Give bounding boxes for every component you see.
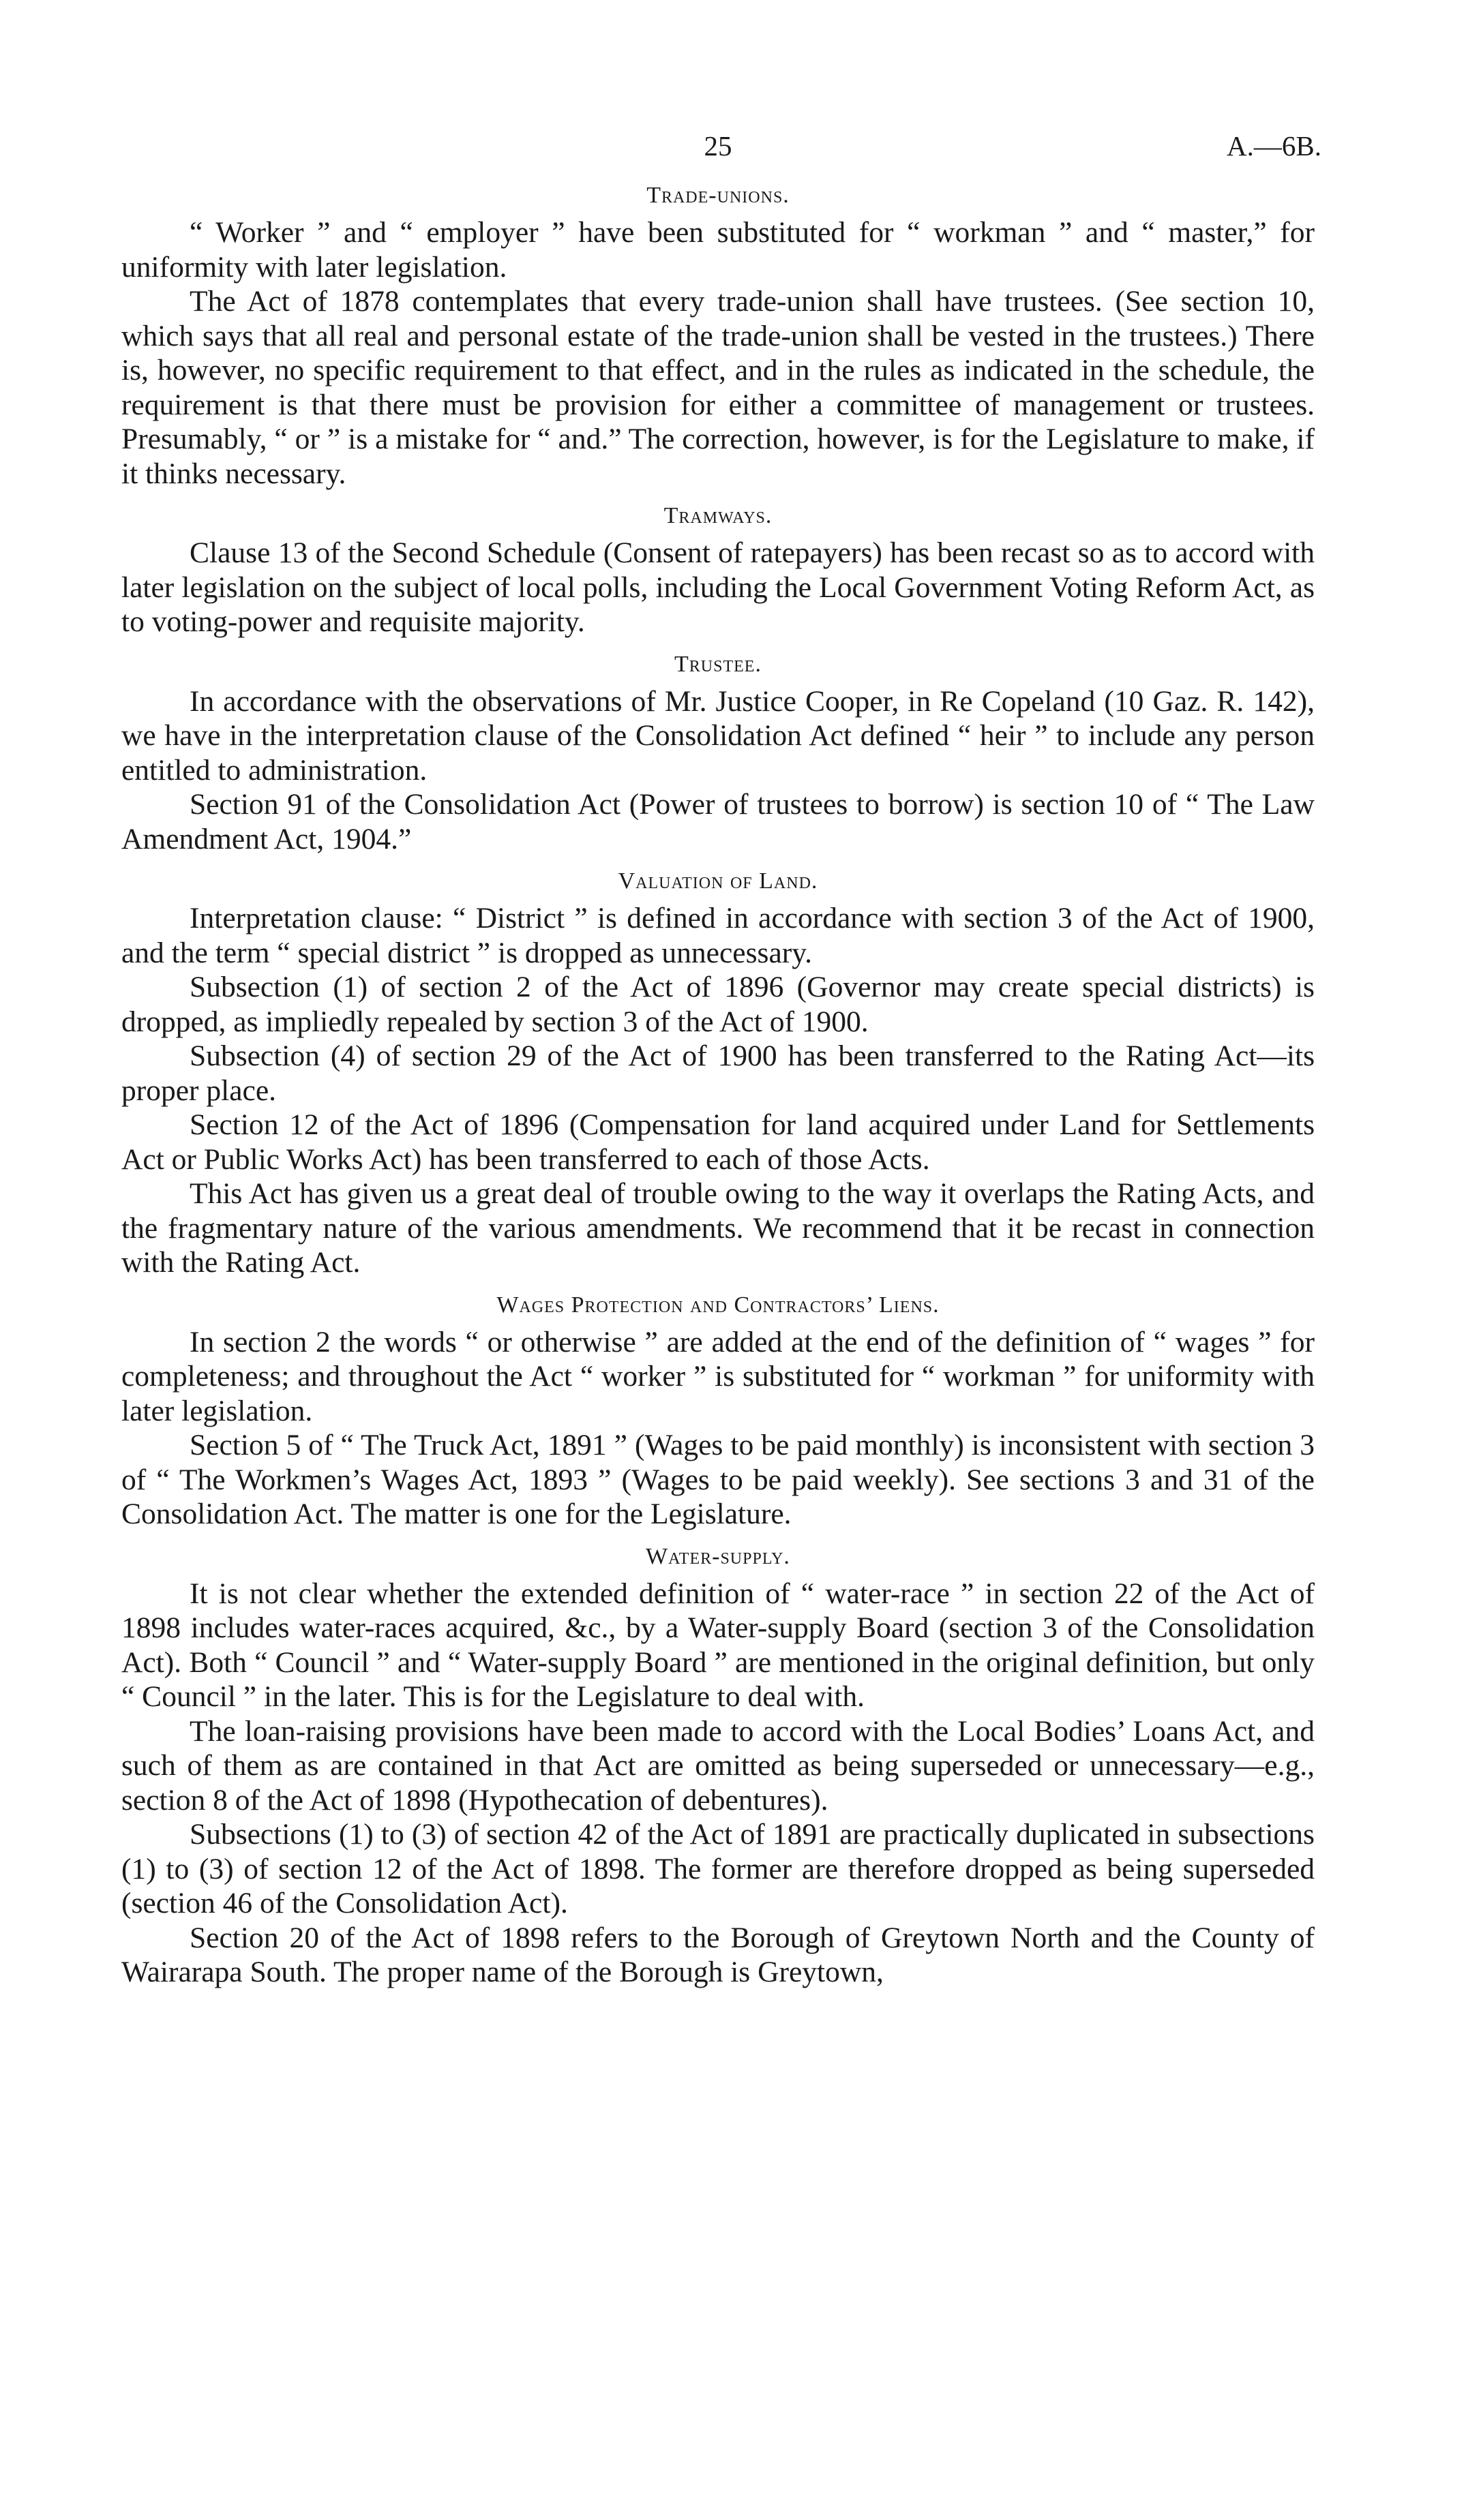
- section-wages-protection: [121, 1292, 1315, 1532]
- paragraph: In accordance with the observations of Mr. Justice Cooper, in Re Copeland (10 Gaz. R. 142), we have in the interpretation clause of the Consolidation Act defined “ heir ” to include any person entitled to administration.: [121, 684, 1315, 787]
- section-trade-unions: [121, 183, 1315, 491]
- section-valuation-of-land: [121, 868, 1315, 1280]
- page-header: [121, 130, 1321, 170]
- paragraph: The loan-raising provisions have been made to accord with the Local Bodies’ Loans Act, and such of them as are contained in that Act are omitted as being superseded or unnecessary—e.g., section 8 of the Act of 1898 (Hypothecation of debentures).: [121, 1714, 1315, 1817]
- paragraph: The Act of 1878 contemplates that every trade-union shall have trustees. (See section 10, which says that all real and personal estate of the trade-union shall be vested in the trustees.) There is, however, no specific requirement to that effect, and in the rules as indicated in the schedule, the requirement is that there must be provision for either a committee of management or trustees. Presumably, “ or ” is a mistake for “ and.” The correction, however, is for the Legislature to make, if it thinks necessary.: [121, 285, 1315, 490]
- paragraph: Subsection (1) of section 2 of the Act of 1896 (Governor may create special districts) is dropped, as impliedly repealed by section 3 of the Act of 1900.: [121, 971, 1315, 1038]
- document-page: [121, 130, 1321, 1990]
- paragraph: Clause 13 of the Second Schedule (Consent of ratepayers) has been recast so as to accord with later legislation on the subject of local polls, including the Local Government Voting Reform Act, as to voting-power and requisite majority.: [121, 536, 1315, 638]
- paragraph: Section 12 of the Act of 1896 (Compensation for land acquired under Land for Settlements Act or Public Works Act) has been transferred to each of those Acts.: [121, 1108, 1315, 1176]
- section-tramways: [121, 503, 1315, 639]
- section-trustee: [121, 652, 1315, 857]
- paragraph: This Act has given us a great deal of trouble owing to the way it overlaps the Rating Acts, and the fragmentary nature of the various amendments. We recommend that it be recast in connection with the Rating Act.: [121, 1177, 1315, 1279]
- section-title: Valuation of Land.: [618, 868, 818, 894]
- paragraph: It is not clear whether the extended definition of “ water-race ” in section 22 of the Act of 1898 includes water-races acquired, &c., by a Water-supply Board (section 3 of the Consolidation Act). Both “ Council ” and “ Water-supply Board ” are mentioned in the original definition, but only “ Council ” in the later. This is for the Legislature to deal with.: [121, 1577, 1315, 1713]
- paragraph: Section 91 of the Consolidation Act (Power of trustees to borrow) is section 10 of “ The Law Amendment Act, 1904.”: [121, 788, 1315, 855]
- paragraph: Section 5 of “ The Truck Act, 1891 ” (Wages to be paid monthly) is inconsistent with section 3 of “ The Workmen’s Wages Act, 1893 ” (Wages to be paid weekly). See sections 3 and 31 of the Consolidation Act. The matter is one for the Legislature.: [121, 1429, 1315, 1530]
- section-title: Tramways.: [663, 503, 773, 528]
- section-title: Water-supply.: [646, 1543, 790, 1569]
- paragraph: Subsections (1) to (3) of section 42 of the Act of 1891 are practically duplicated in subsections (1) to (3) of section 12 of the Act of 1898. The former are therefore dropped as being superseded (section 46 of the Consolidation Act).: [121, 1818, 1315, 1919]
- paragraph: Subsection (4) of section 29 of the Act of 1900 has been transferred to the Rating Act—its proper place.: [121, 1039, 1315, 1107]
- document-reference: A.—6B.: [1227, 130, 1321, 162]
- paragraph: “ Worker ” and “ employer ” have been substituted for “ workman ” and “ master,” for uniformity with later legislation.: [121, 216, 1315, 284]
- paragraph: Interpretation clause: “ District ” is defined in accordance with section 3 of the Act of 1900, and the term “ special district ” is dropped as unnecessary.: [121, 902, 1315, 969]
- paragraph: In section 2 the words “ or otherwise ” are added at the end of the definition of “ wages ” for completeness; and throughout the Act “ worker ” is substituted for “ workman ” for uniformity with later legislation.: [121, 1325, 1315, 1427]
- section-water-supply: [121, 1544, 1315, 1990]
- page-number: 25: [704, 130, 732, 162]
- paragraph: Section 20 of the Act of 1898 refers to the Borough of Greytown North and the County of Wairarapa South. The proper name of the Borough is Greytown,: [121, 1921, 1315, 1988]
- section-title: Wages Protection and Contractors’ Liens.: [496, 1292, 940, 1318]
- section-title: Trade-unions.: [646, 183, 790, 208]
- section-title: Trustee.: [674, 651, 762, 677]
